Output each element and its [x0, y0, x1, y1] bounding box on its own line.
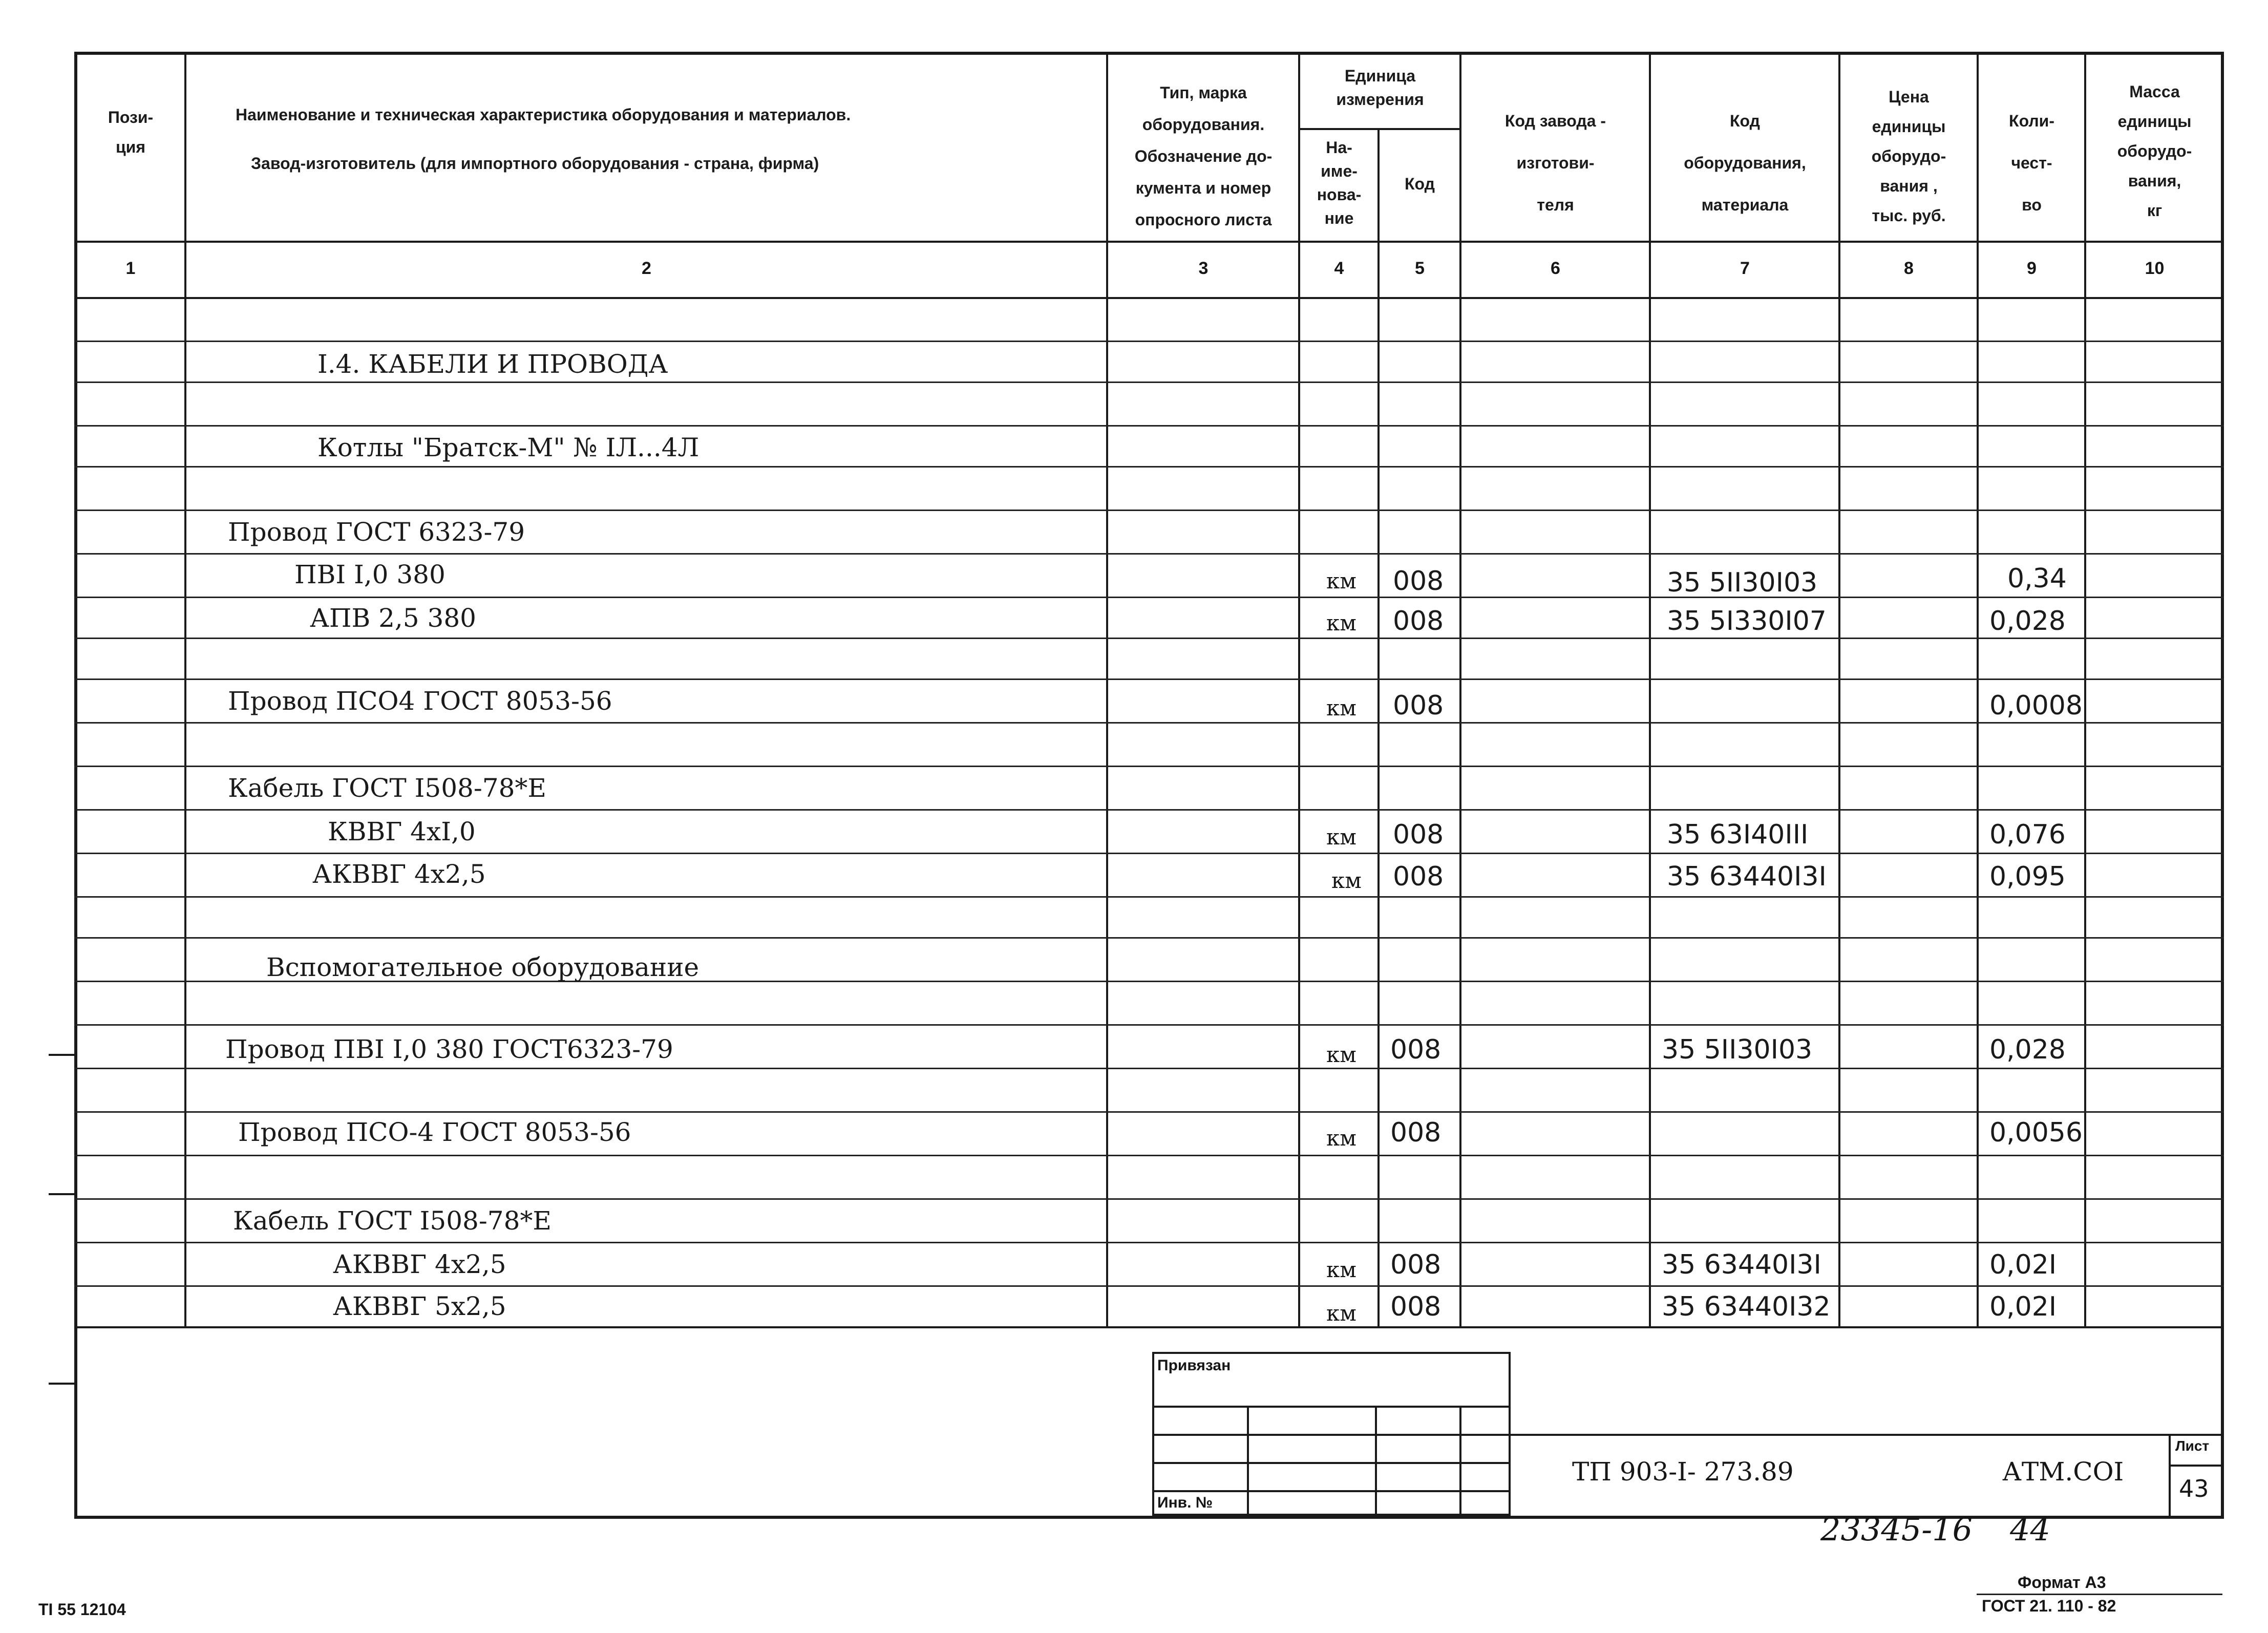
margin-tick — [49, 1193, 74, 1195]
row-name: АКВВГ 5х2,5 — [333, 1291, 506, 1321]
quantity-cell: 0,095 — [1989, 861, 2066, 892]
row-line — [74, 1111, 2224, 1113]
header-col1: Пози- ция — [108, 108, 154, 156]
row-name: Провод ПСО4 ГОСТ 8053-56 — [228, 686, 612, 716]
stamp-sheet-line — [2169, 1465, 2224, 1467]
footer-left-code: ТI 55 12104 — [38, 1600, 126, 1619]
header-col2-line1: Наименование и техническая характеристика оборудования и материалов. — [236, 105, 851, 124]
stamp-main-line — [1511, 1434, 2224, 1436]
row-name: АПВ 2,5 380 — [310, 603, 476, 633]
row-line — [74, 1068, 2224, 1069]
quantity-cell: 0,028 — [1989, 1034, 2066, 1065]
row-line — [74, 722, 2224, 724]
code-cell: 008 — [1393, 606, 1444, 637]
code-cell: 008 — [1393, 566, 1444, 597]
material-code-cell: 35 63I40III — [1667, 819, 1809, 850]
row-name: Провод ПСО-4 ГОСТ 8053-56 — [238, 1117, 631, 1147]
row-line — [74, 597, 2224, 598]
material-code-cell: 35 63440I32 — [1662, 1291, 1831, 1322]
code-cell: 008 — [1390, 1117, 1442, 1148]
col-divider-8 — [1977, 52, 1979, 1327]
row-line — [74, 553, 2224, 555]
stamp-doc-code: АТМ.СОI — [2002, 1457, 2124, 1487]
stamp-sheet-number: 43 — [2179, 1475, 2209, 1502]
unit-cell: км — [1326, 1301, 1356, 1326]
stamp-line — [1152, 1490, 1511, 1492]
row-name: ПВI I,0 380 — [294, 560, 446, 589]
colnum-4: 4 — [1334, 259, 1344, 278]
col-divider-7 — [1838, 52, 1840, 1327]
table-bottom-line — [74, 1326, 2224, 1328]
quantity-cell: 0,028 — [1989, 606, 2066, 637]
row-name: Провод ПВI I,0 380 ГОСТ6323-79 — [225, 1034, 673, 1064]
col-divider-3 — [1298, 52, 1300, 1327]
code-cell: 008 — [1390, 1249, 1442, 1280]
margin-tick — [49, 1383, 74, 1385]
col-divider-2 — [1106, 52, 1108, 1327]
colnum-2: 2 — [642, 259, 651, 278]
row-line — [74, 466, 2224, 468]
header-col2-line2: Завод-изготовитель (для импортного оборудования - страна, фирма) — [251, 154, 819, 173]
code-cell: 008 — [1390, 1291, 1442, 1322]
row-line — [74, 1285, 2224, 1287]
footer-line — [1977, 1594, 2222, 1595]
colnum-5: 5 — [1415, 259, 1425, 278]
unit-cell: км — [1326, 568, 1356, 593]
header-col7: Код оборудования, материала — [1684, 112, 1806, 214]
header-bottom-line — [74, 241, 2224, 243]
code-cell: 008 — [1393, 690, 1444, 721]
quantity-cell: 0,02I — [1989, 1249, 2057, 1280]
row-line — [74, 1242, 2224, 1243]
col-divider-9 — [2084, 52, 2086, 1327]
stamp-sheet-divider — [2169, 1434, 2171, 1519]
colnum-9: 9 — [2027, 259, 2037, 278]
row-line — [74, 896, 2224, 898]
quantity-cell: 0,076 — [1989, 819, 2066, 850]
header-col6: Код завода - изготови- теля — [1504, 112, 1606, 214]
header-col9: Коли- чест- во — [2009, 112, 2054, 214]
row-line — [74, 425, 2224, 427]
header-col10: Масса единицы оборудо- вания, кг — [2117, 82, 2192, 220]
row-name: КВВГ 4хI,0 — [328, 817, 476, 846]
stamp-line — [1152, 1434, 1511, 1436]
row-line — [74, 678, 2224, 680]
row-line — [74, 853, 2224, 854]
unit-cell: км — [1326, 695, 1356, 720]
material-code-cell: 35 5II30I03 — [1662, 1034, 1813, 1065]
header-col8: Цена единицы оборудо- вания , тыс. руб. — [1871, 88, 1946, 225]
quantity-cell: 0,02I — [1989, 1291, 2057, 1322]
code-cell: 008 — [1390, 1034, 1442, 1065]
column-numbers-bottom-line — [74, 297, 2224, 299]
row-line — [74, 1198, 2224, 1200]
unit-cell: км — [1326, 610, 1356, 635]
row-name: Провод ГОСТ 6323-79 — [228, 517, 525, 547]
unit-cell: км — [1326, 1257, 1356, 1282]
material-code-cell: 35 5II30I03 — [1667, 567, 1818, 598]
handwritten-archive-number: 23345-16 — [1820, 1511, 1973, 1548]
unit-cell: км — [1326, 1126, 1356, 1151]
col-divider-5 — [1459, 52, 1461, 1327]
unit-cell: км — [1326, 1042, 1356, 1067]
row-name: АКВВГ 4х2,5 — [333, 1249, 506, 1279]
footer-gost: ГОСТ 21. 110 - 82 — [1982, 1597, 2116, 1615]
header-col5: Код — [1405, 175, 1435, 193]
material-code-cell: 35 63440I3I — [1667, 861, 1827, 892]
material-code-cell: 35 5I330I07 — [1667, 606, 1827, 637]
row-line — [74, 1155, 2224, 1156]
stamp-bound-label: Привязан — [1157, 1357, 1231, 1374]
header-col3: Тип, марка оборудования. Обозначение до- кумента и номер опросного листа — [1134, 83, 1273, 229]
stamp-vline — [1247, 1406, 1249, 1516]
colnum-10: 10 — [2145, 259, 2165, 278]
row-line — [74, 937, 2224, 939]
colnum-7: 7 — [1740, 259, 1750, 278]
stamp-vline — [1375, 1406, 1377, 1516]
row-line — [74, 638, 2224, 639]
col-divider-6 — [1649, 52, 1651, 1327]
row-name: Котлы "Братск-М" № IЛ...4Л — [317, 433, 700, 462]
stamp-doc-number: ТП 903-I- 273.89 — [1572, 1457, 1794, 1487]
col-divider-1 — [184, 52, 186, 1327]
colnum-3: 3 — [1198, 259, 1209, 278]
quantity-cell: 0,34 — [2007, 563, 2067, 594]
row-name: Кабель ГОСТ I508-78*Е — [233, 1206, 552, 1236]
stamp-sheet-label: Лист — [2175, 1438, 2210, 1454]
col-divider-4 — [1377, 128, 1380, 1326]
stamp-vline — [1459, 1406, 1461, 1516]
header-unit-group: Единица измерения — [1336, 67, 1424, 109]
handwritten-page-number: 44 — [2010, 1511, 2050, 1548]
colnum-1: 1 — [125, 259, 136, 278]
code-cell: 008 — [1393, 861, 1444, 892]
row-line — [74, 341, 2224, 342]
stamp-line — [1152, 1406, 1511, 1408]
header-col4: На- име- нова- ние — [1317, 138, 1362, 227]
row-name: I.4. КАБЕЛИ И ПРОВОДА — [317, 349, 668, 379]
row-name: Кабель ГОСТ I508-78*Е — [228, 773, 546, 803]
unit-cell: км — [1326, 824, 1356, 850]
colnum-8: 8 — [1904, 259, 1914, 278]
row-line — [74, 809, 2224, 811]
unit-cell: км — [1331, 868, 1362, 893]
row-name: АКВВГ 4х2,5 — [312, 859, 486, 889]
stamp-line — [1152, 1462, 1511, 1464]
quantity-cell: 0,0008 — [1989, 690, 2083, 721]
material-code-cell: 35 63440I3I — [1662, 1249, 1821, 1280]
colnum-6: 6 — [1551, 259, 1560, 278]
footer-format: Формат А3 — [2018, 1573, 2106, 1592]
code-cell: 008 — [1393, 819, 1444, 850]
row-line — [74, 1024, 2224, 1026]
row-name: Вспомогательное оборудование — [266, 952, 700, 982]
quantity-cell: 0,0056 — [1989, 1117, 2083, 1148]
row-line — [74, 766, 2224, 767]
stamp-inventory-label: Инв. № — [1157, 1494, 1213, 1511]
row-line — [74, 510, 2224, 511]
row-line — [74, 381, 2224, 383]
margin-tick — [49, 1054, 74, 1056]
